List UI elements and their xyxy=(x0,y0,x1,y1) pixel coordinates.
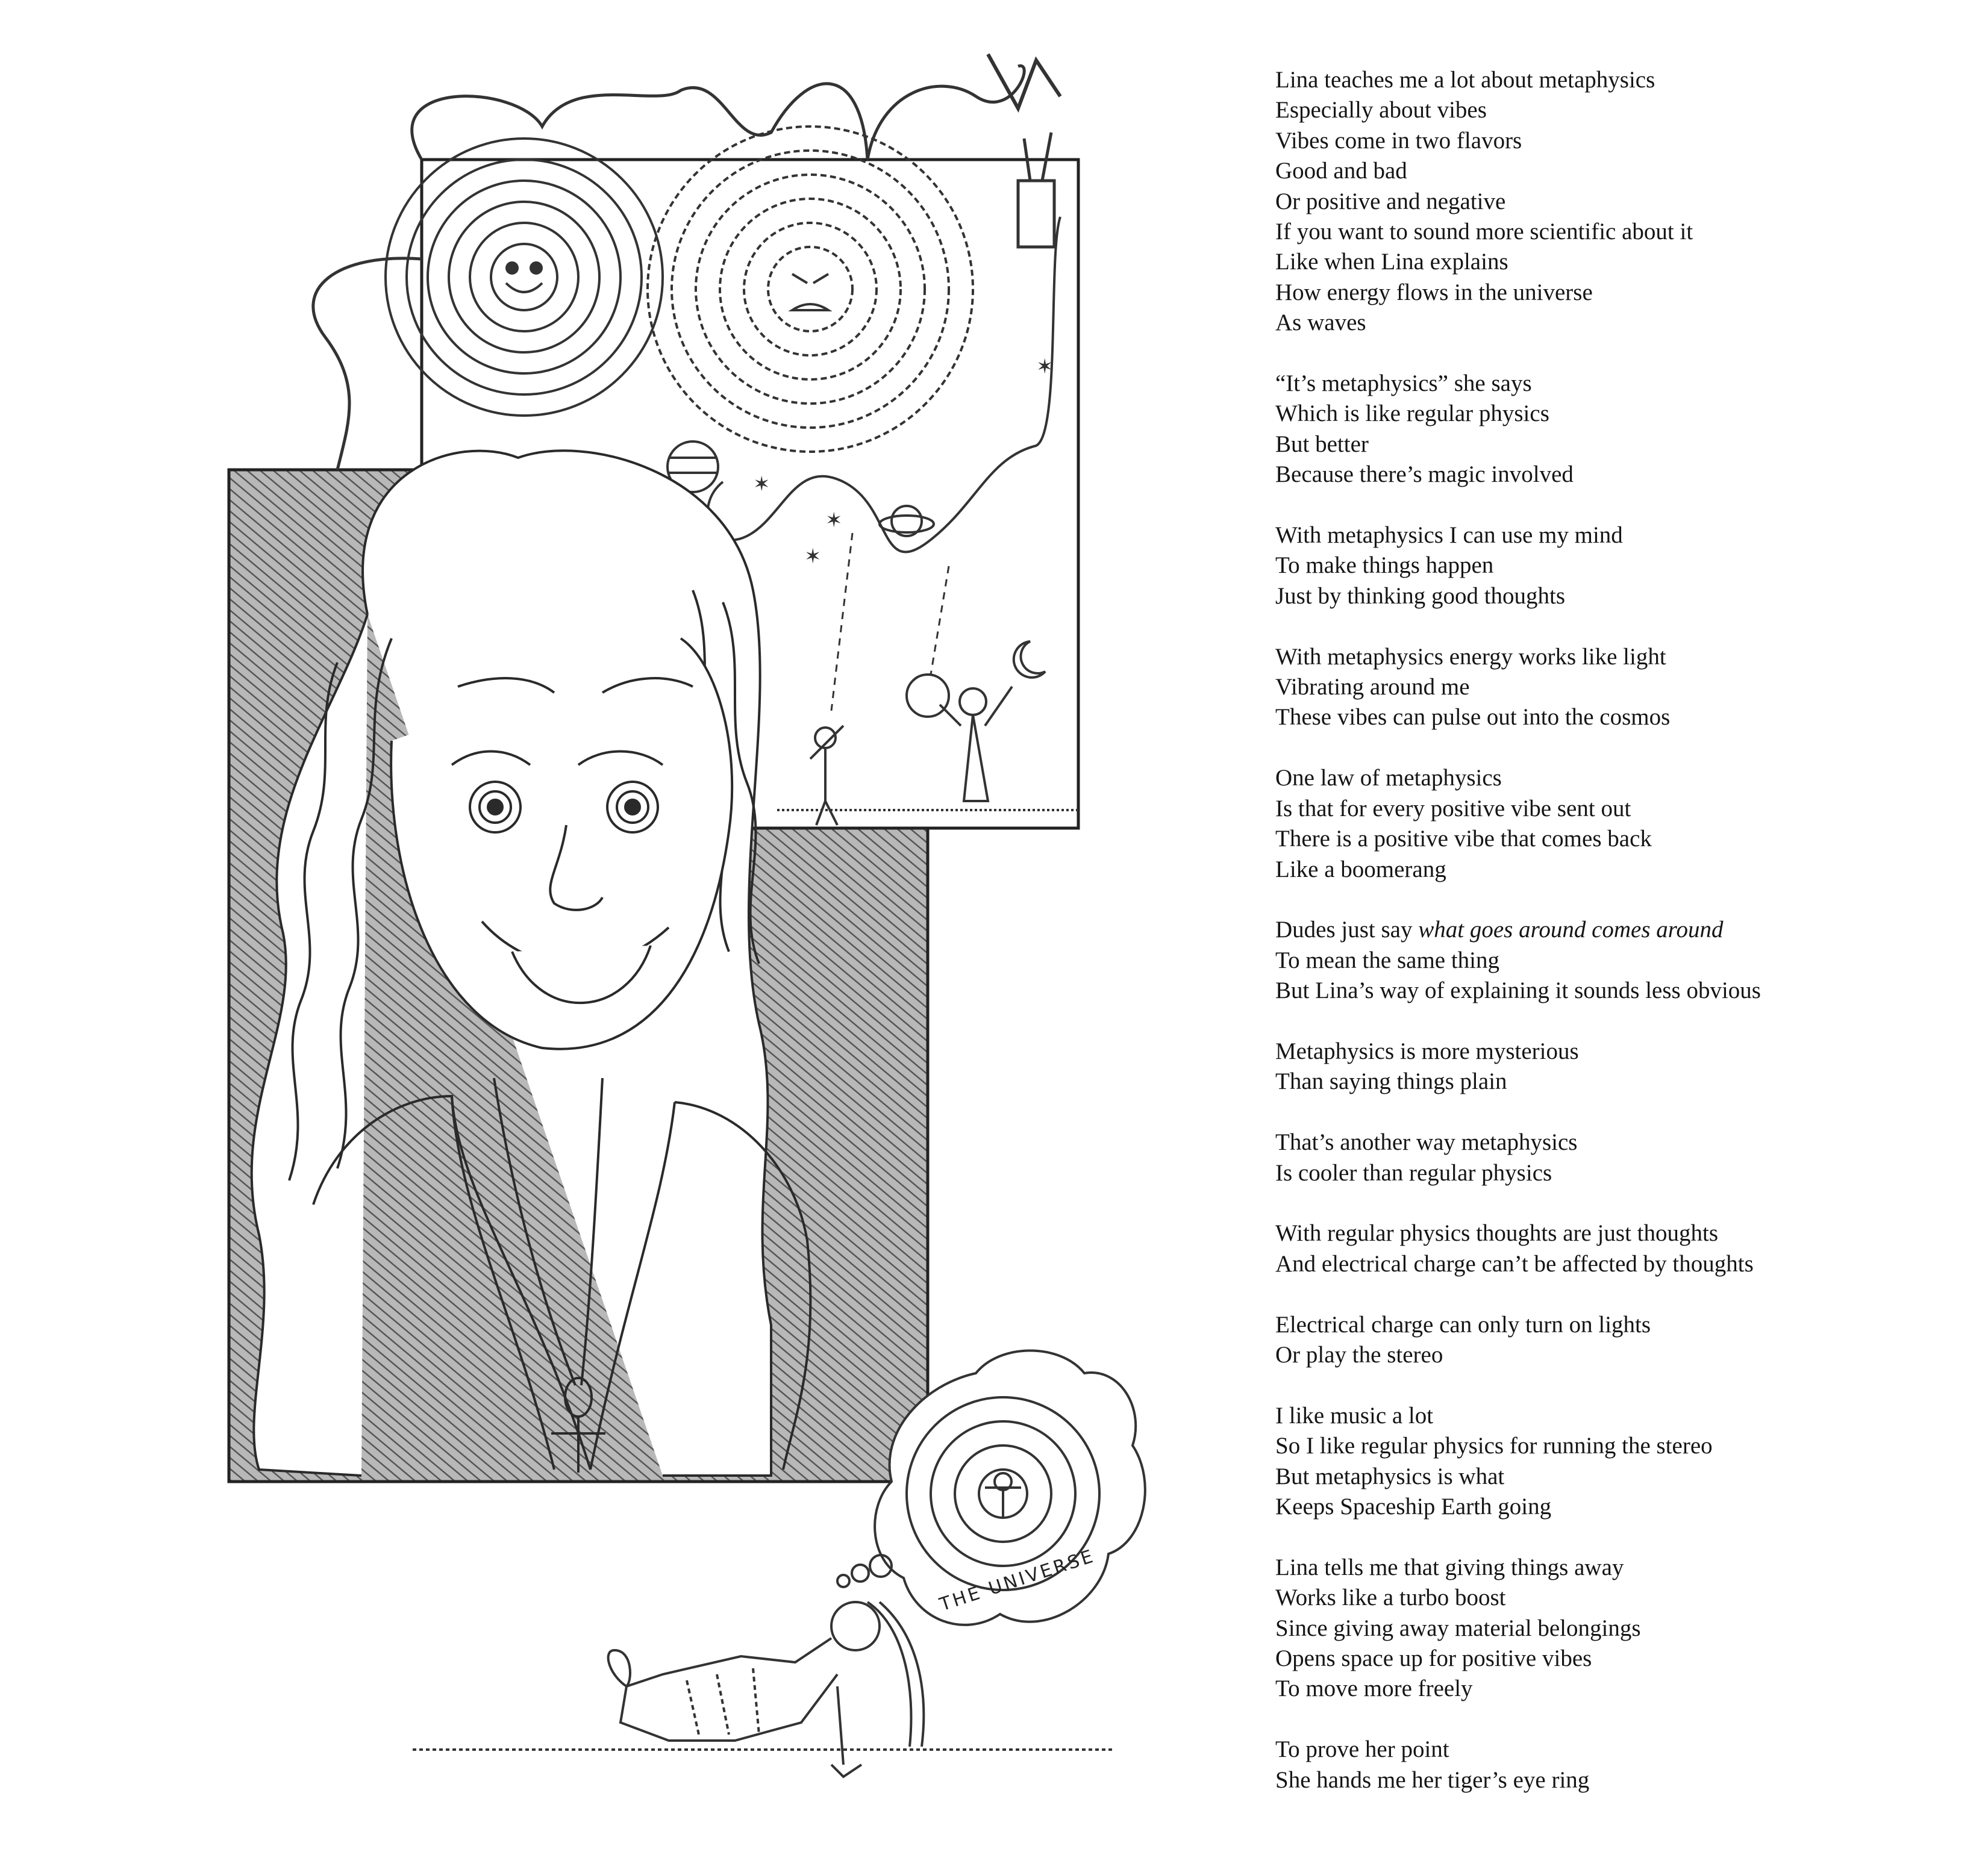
stanza-1 xyxy=(1275,65,1938,338)
poem-line: But better xyxy=(1275,431,1369,457)
poem-line: If you want to sound more scientific about it xyxy=(1275,219,1693,245)
stanza-2 xyxy=(1275,369,1938,490)
poem-line: How energy flows in the universe xyxy=(1275,279,1593,305)
poem-line: Like when Lina explains xyxy=(1275,249,1508,275)
svg-text:✶: ✶ xyxy=(804,544,822,569)
poem-line: Like a boomerang xyxy=(1275,856,1446,882)
stanza-5 xyxy=(1275,763,1938,885)
svg-text:✶: ✶ xyxy=(1036,355,1054,379)
poem-line: Lina tells me that giving things away xyxy=(1275,1554,1624,1580)
poem-line: Works like a turbo boost xyxy=(1275,1585,1506,1611)
stanza-7 xyxy=(1275,1037,1938,1097)
poem-line: And electrical charge can’t be affected by thoughts xyxy=(1275,1250,1754,1277)
poem-line: That’s another way metaphysics xyxy=(1275,1129,1578,1156)
poem-line: One law of metaphysics xyxy=(1275,765,1502,791)
poem-line: To mean the same thing xyxy=(1275,947,1500,973)
poem-line: Or play the stereo xyxy=(1275,1341,1443,1368)
stanza-9 xyxy=(1275,1218,1938,1279)
poem-line: But metaphysics is what xyxy=(1275,1463,1505,1489)
poem-line: Vibes come in two flavors xyxy=(1275,127,1522,154)
poem-line: But Lina’s way of explaining it sounds less obvious xyxy=(1275,977,1761,1004)
poem-line: As waves xyxy=(1275,310,1366,336)
poem-line: Than saying things plain xyxy=(1275,1068,1507,1095)
poem-line-start: Dudes just say xyxy=(1275,917,1413,943)
poem-line xyxy=(1275,915,1938,945)
poem-line: Is that for every positive vibe sent out xyxy=(1275,795,1631,822)
poem-line: With metaphysics energy works like light xyxy=(1275,643,1666,670)
poem-line: Lina teaches me a lot about metaphysics xyxy=(1275,67,1655,93)
poem-line: Is cooler than regular physics xyxy=(1275,1159,1552,1186)
poem-line: To prove her point xyxy=(1275,1736,1449,1763)
poem-line: To make things happen xyxy=(1275,552,1494,579)
poem xyxy=(1275,65,1938,1825)
poem-line: Just by thinking good thoughts xyxy=(1275,582,1566,609)
stanza-4 xyxy=(1275,642,1938,733)
poem-line: Keeps Spaceship Earth going xyxy=(1275,1493,1552,1520)
poem-line: To move more freely xyxy=(1275,1676,1473,1702)
poem-line: I like music a lot xyxy=(1275,1402,1434,1429)
poem-line: Because there’s magic involved xyxy=(1275,461,1574,488)
stanza-12 xyxy=(1275,1553,1938,1704)
poem-line: With regular physics thoughts are just thoughts xyxy=(1275,1220,1719,1247)
poem-line: Especially about vibes xyxy=(1275,97,1487,123)
poem-line: These vibes can pulse out into the cosmos xyxy=(1275,704,1671,731)
poem-line: There is a positive vibe that comes back xyxy=(1275,826,1652,852)
poem-line: She hands me her tiger’s eye ring xyxy=(1275,1766,1590,1793)
stanza-3 xyxy=(1275,520,1938,611)
poem-line: Good and bad xyxy=(1275,158,1407,184)
poem-line: Or positive and negative xyxy=(1275,188,1506,214)
stanza-6 xyxy=(1275,915,1938,1006)
italic-phrase: what goes around comes around xyxy=(1418,917,1724,943)
stanza-11 xyxy=(1275,1401,1938,1523)
poem-line: So I like regular physics for running the stereo xyxy=(1275,1433,1713,1459)
poem-line: Since giving away material belongings xyxy=(1275,1615,1641,1641)
poem-line: Which is like regular physics xyxy=(1275,401,1549,427)
stanza-13 xyxy=(1275,1735,1938,1795)
poem-line: “It’s metaphysics” she says xyxy=(1275,370,1532,397)
poem-line: Metaphysics is more mysterious xyxy=(1275,1038,1579,1064)
reclining-girl xyxy=(413,1602,1114,1777)
thought-bubble-label: THE UNIVERSE xyxy=(937,1545,1098,1616)
stanza-10 xyxy=(1275,1310,1938,1371)
poem-line: Vibrating around me xyxy=(1275,674,1470,700)
svg-text:✶: ✶ xyxy=(753,472,771,496)
poem-line: Opens space up for positive vibes xyxy=(1275,1645,1592,1671)
poem-line: With metaphysics I can use my mind xyxy=(1275,522,1623,549)
stanza-8 xyxy=(1275,1127,1938,1188)
poem-line: Electrical charge can only turn on lights xyxy=(1275,1311,1651,1338)
svg-text:✶: ✶ xyxy=(825,508,843,532)
